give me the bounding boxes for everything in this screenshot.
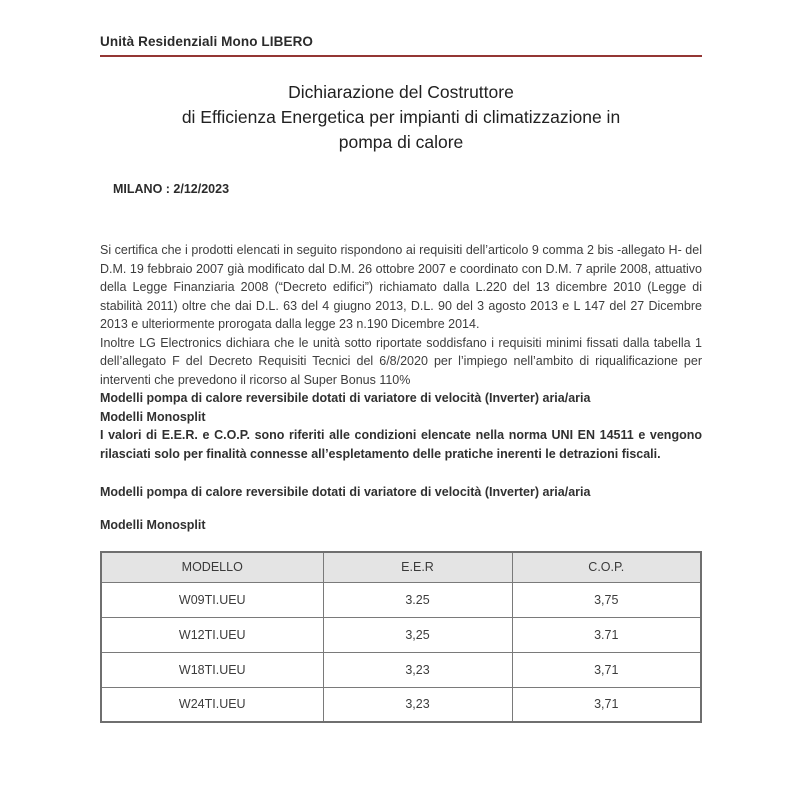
title-line-2: di Efficienza Energetica per impianti di climatizzazione in bbox=[181, 107, 621, 127]
models-spec-table bbox=[100, 551, 702, 723]
city-date-line: MILANO : 2/12/2023 bbox=[113, 182, 230, 196]
table-row bbox=[101, 617, 701, 652]
paragraph-models-monosplit-1: Modelli Monosplit bbox=[100, 409, 206, 424]
model-cell: W12TI.UEU bbox=[101, 617, 323, 652]
paragraph-models-monosplit-2: Modelli Monosplit bbox=[100, 517, 206, 532]
eer-cell: 3,23 bbox=[323, 652, 512, 687]
paragraph-certification: Si certifica che i prodotti elencati in seguito rispondono ai requisiti dell’articolo 9 comma 2 bis -allegato H- del D.M. 19 febbraio 2007 già modificato dal D.M. 26 ottobre 2007 e coordinato con D.M. 7 aprile 2008, attuativo della Legge Finanziaria 2008 (“Decreto edifici”) richiamato dalla L.220 del 13 dicembre 2010 (Legge di stabilità 2011) oltre che dai D.L. 63 del 4 giugno 2013, D.L. 90 del 3 agosto 2013 e L 147 del 27 Dicembre 2013 e ulteriormente prorogata dalla legge 23 n.190 Dicembre 2014. bbox=[100, 243, 702, 331]
cop-cell: 3,75 bbox=[512, 582, 701, 617]
model-cell: W09TI.UEU bbox=[101, 582, 323, 617]
table-row bbox=[101, 652, 701, 687]
document-body bbox=[100, 241, 702, 534]
eer-cell: 3,25 bbox=[323, 617, 512, 652]
paragraph-eer-cop-note: I valori di E.E.R. e C.O.P. sono riferiti alle condizioni elencate nella norma UNI EN 14511 e vengono rilasciati solo per finalità connesse all’espletamento delle pratiche inerenti le detrazioni fiscali. bbox=[100, 428, 702, 461]
paragraph-models-inverter-2: Modelli pompa di calore reversibile dotati di variatore di velocità (Inverter) aria/aria bbox=[100, 485, 591, 499]
cop-cell: 3.71 bbox=[512, 617, 701, 652]
table-header-row bbox=[101, 552, 701, 582]
document-title bbox=[100, 80, 702, 155]
model-cell: W24TI.UEU bbox=[101, 687, 323, 722]
paragraph-models-inverter-1: Modelli pompa di calore reversibile dotati di variatore di velocità (Inverter) aria/aria bbox=[100, 391, 591, 405]
title-line-3: pompa di calore bbox=[338, 132, 464, 152]
eer-cell: 3.25 bbox=[323, 582, 512, 617]
table-row bbox=[101, 687, 701, 722]
document-content bbox=[100, 0, 702, 723]
eer-cell: 3,23 bbox=[323, 687, 512, 722]
document-header-label: Unità Residenziali Mono LIBERO bbox=[100, 34, 702, 57]
column-header-eer: E.E.R bbox=[323, 552, 512, 582]
cop-cell: 3,71 bbox=[512, 652, 701, 687]
model-cell: W18TI.UEU bbox=[101, 652, 323, 687]
paragraph-lg-declaration: Inoltre LG Electronics dichiara che le unità sotto riportate soddisfano i requisiti minimi fissati dalla tabella 1 dell’allegato F del Decreto Requisiti Tecnici del 6/8/2020 per l’impiego nell’ambito di riqualificazione per interventi che prevedono il ricorso al Super Bonus 110% bbox=[100, 335, 702, 387]
cop-cell: 3,71 bbox=[512, 687, 701, 722]
title-line-1: Dichiarazione del Costruttore bbox=[288, 82, 514, 102]
column-header-cop: C.O.P. bbox=[512, 552, 701, 582]
table-row bbox=[101, 582, 701, 617]
column-header-modello: MODELLO bbox=[101, 552, 323, 582]
